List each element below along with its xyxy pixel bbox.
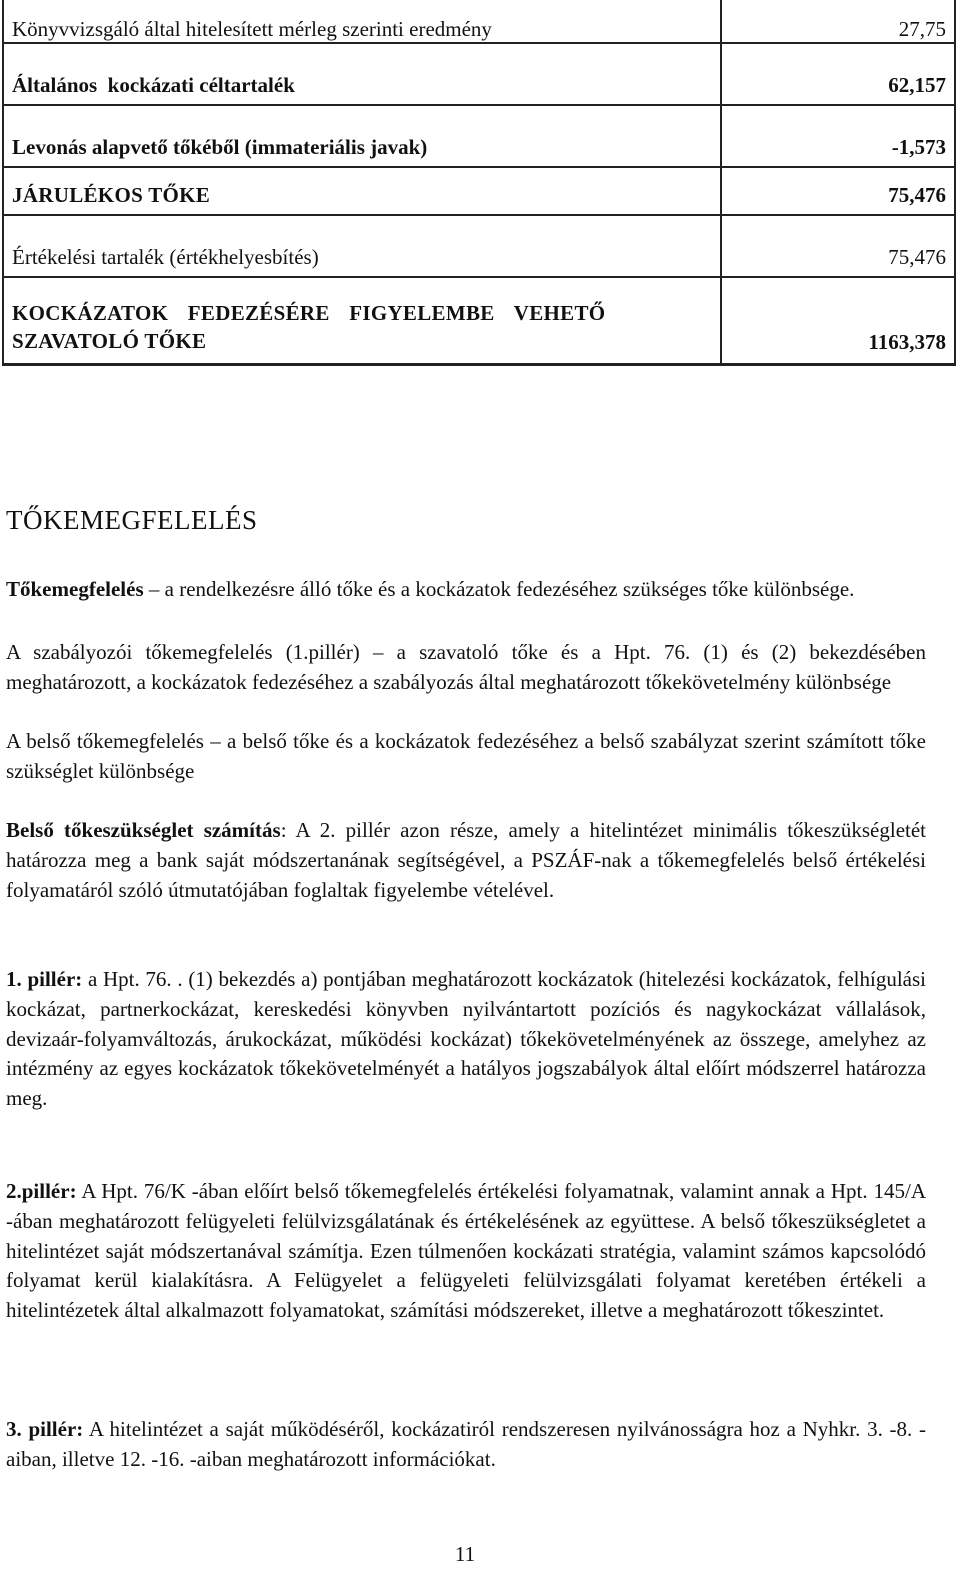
table-row xyxy=(3,0,955,43)
paragraph-pillar-3 xyxy=(6,1415,926,1475)
label-line-2: SZAVATOLÓ TŐKE xyxy=(12,329,207,353)
table-row xyxy=(3,215,955,277)
paragraph-pillar-2 xyxy=(6,1177,926,1326)
label-line-1: KOCKÁZATOK FEDEZÉSÉRE FIGYELEMBE VEHETŐ xyxy=(12,301,606,325)
term-label: 2.pillér: xyxy=(6,1179,77,1203)
table-cell-label: Levonás alapvető tőkéből (immateriális javak) xyxy=(3,105,721,167)
table-row xyxy=(3,277,955,365)
table-cell-value: 75,476 xyxy=(721,215,955,277)
table-cell-label: Könyvvizsgáló által hitelesített mérleg szerinti eredmény xyxy=(3,0,721,43)
table-cell-value: -1,573 xyxy=(721,105,955,167)
paragraph-text: A belső tőkemegfelelés – a belső tőke és a kockázatok fedezéséhez a belső szabályzat szerint számított tőke szükséglet különbsége xyxy=(6,729,926,783)
table-cell-value: 1163,378 xyxy=(721,277,955,365)
section-heading: TŐKEMEGFELELÉS xyxy=(6,505,258,535)
term-text: – a rendelkezésre álló tőke és a kockázatok fedezéséhez szükséges tőke különbsége. xyxy=(143,577,855,601)
capital-table xyxy=(2,0,956,366)
table-row xyxy=(3,43,955,105)
paragraph-definition xyxy=(6,575,926,605)
table-cell-value: 27,75 xyxy=(721,0,955,43)
paragraph-regulatory xyxy=(6,638,926,698)
term-label: Tőkemegfelelés xyxy=(6,577,144,601)
table-row xyxy=(3,105,955,167)
paragraph-internal xyxy=(6,727,926,787)
paragraph-text: A Hpt. 76/K -ában előírt belső tőkemegfelelés értékelési folyamatnak, valamint annak a Hpt. 145/A -ában meghatározott felügyeleti felülvizsgálatának és értékelésének az együttese. A belső tőkeszükségletet a hitelintézet saját módszertanával számítja. Ezen túlmenően kockázati stratégia, valamint számos kapcsolódó folyamat kerül kialakításra. A Felügyelet a felügyeleti felülvizsgálati folyamat keretében értékeli a hitelintézetek által alkalmazott folyamatokat, számítási módszereket, illetve a meghatározott tőkeszintet. xyxy=(6,1179,926,1323)
paragraph-internal-calc xyxy=(6,816,926,905)
table-cell-value: 62,157 xyxy=(721,43,955,105)
term-label: 1. pillér: xyxy=(6,967,83,991)
paragraph-text: A hitelintézet a saját működéséről, kockázatiról rendszeresen nyilvánosságra hoz a Nyhkr. 3. -8. -aiban, illetve 12. -16. -aiban meghatározott információkat. xyxy=(6,1417,926,1471)
paragraph-text: : A 2. pillér azon része, amely a hitelintézet minimális tőkeszükségletét határozza meg a bank saját módszertanának segítségével, a PSZÁF-nak a tőkemegfelelés belső értékelési folyamatáról szóló útmutatójában foglaltak figyelembe vételével. xyxy=(6,818,927,902)
page-number: 11 xyxy=(454,1542,476,1566)
table-cell-label: Értékelési tartalék (értékhelyesbítés) xyxy=(3,215,721,277)
term-label: 3. pillér: xyxy=(6,1417,84,1441)
term-label: Belső tőkeszükséglet számítás xyxy=(6,818,281,842)
table-cell-label xyxy=(3,277,721,365)
table-row xyxy=(3,167,955,215)
paragraph-text: a Hpt. 76. . (1) bekezdés a) pontjában meghatározott kockázatok (hitelezési kockázatok, felhígulási kockázat, partnerkockázat, kereskedési könyvben nyilvántartott pozíciós és nagykockázat vállalások, devizaár-folyamváltozás, árukockázat, működési kockázat) tőkekövetelményének az összege, amelyhez az intézmény az egyes kockázatok tőkekövetelményét a hatályos jogszabályok által előírt módszerrel határozza meg. xyxy=(6,967,926,1111)
table-cell-label: Általános kockázati céltartalék xyxy=(3,43,721,105)
paragraph-pillar-1 xyxy=(6,965,926,1114)
table-cell-label: JÁRULÉKOS TŐKE xyxy=(3,167,721,215)
table-cell-value: 75,476 xyxy=(721,167,955,215)
paragraph-text: A szabályozói tőkemegfelelés (1.pillér) – a szavatoló tőke és a Hpt. 76. (1) és (2) bekezdésében meghatározott, a kockázatok fedezéséhez a szabályozás által meghatározott tőkekövetelmény különbsége xyxy=(6,640,926,694)
